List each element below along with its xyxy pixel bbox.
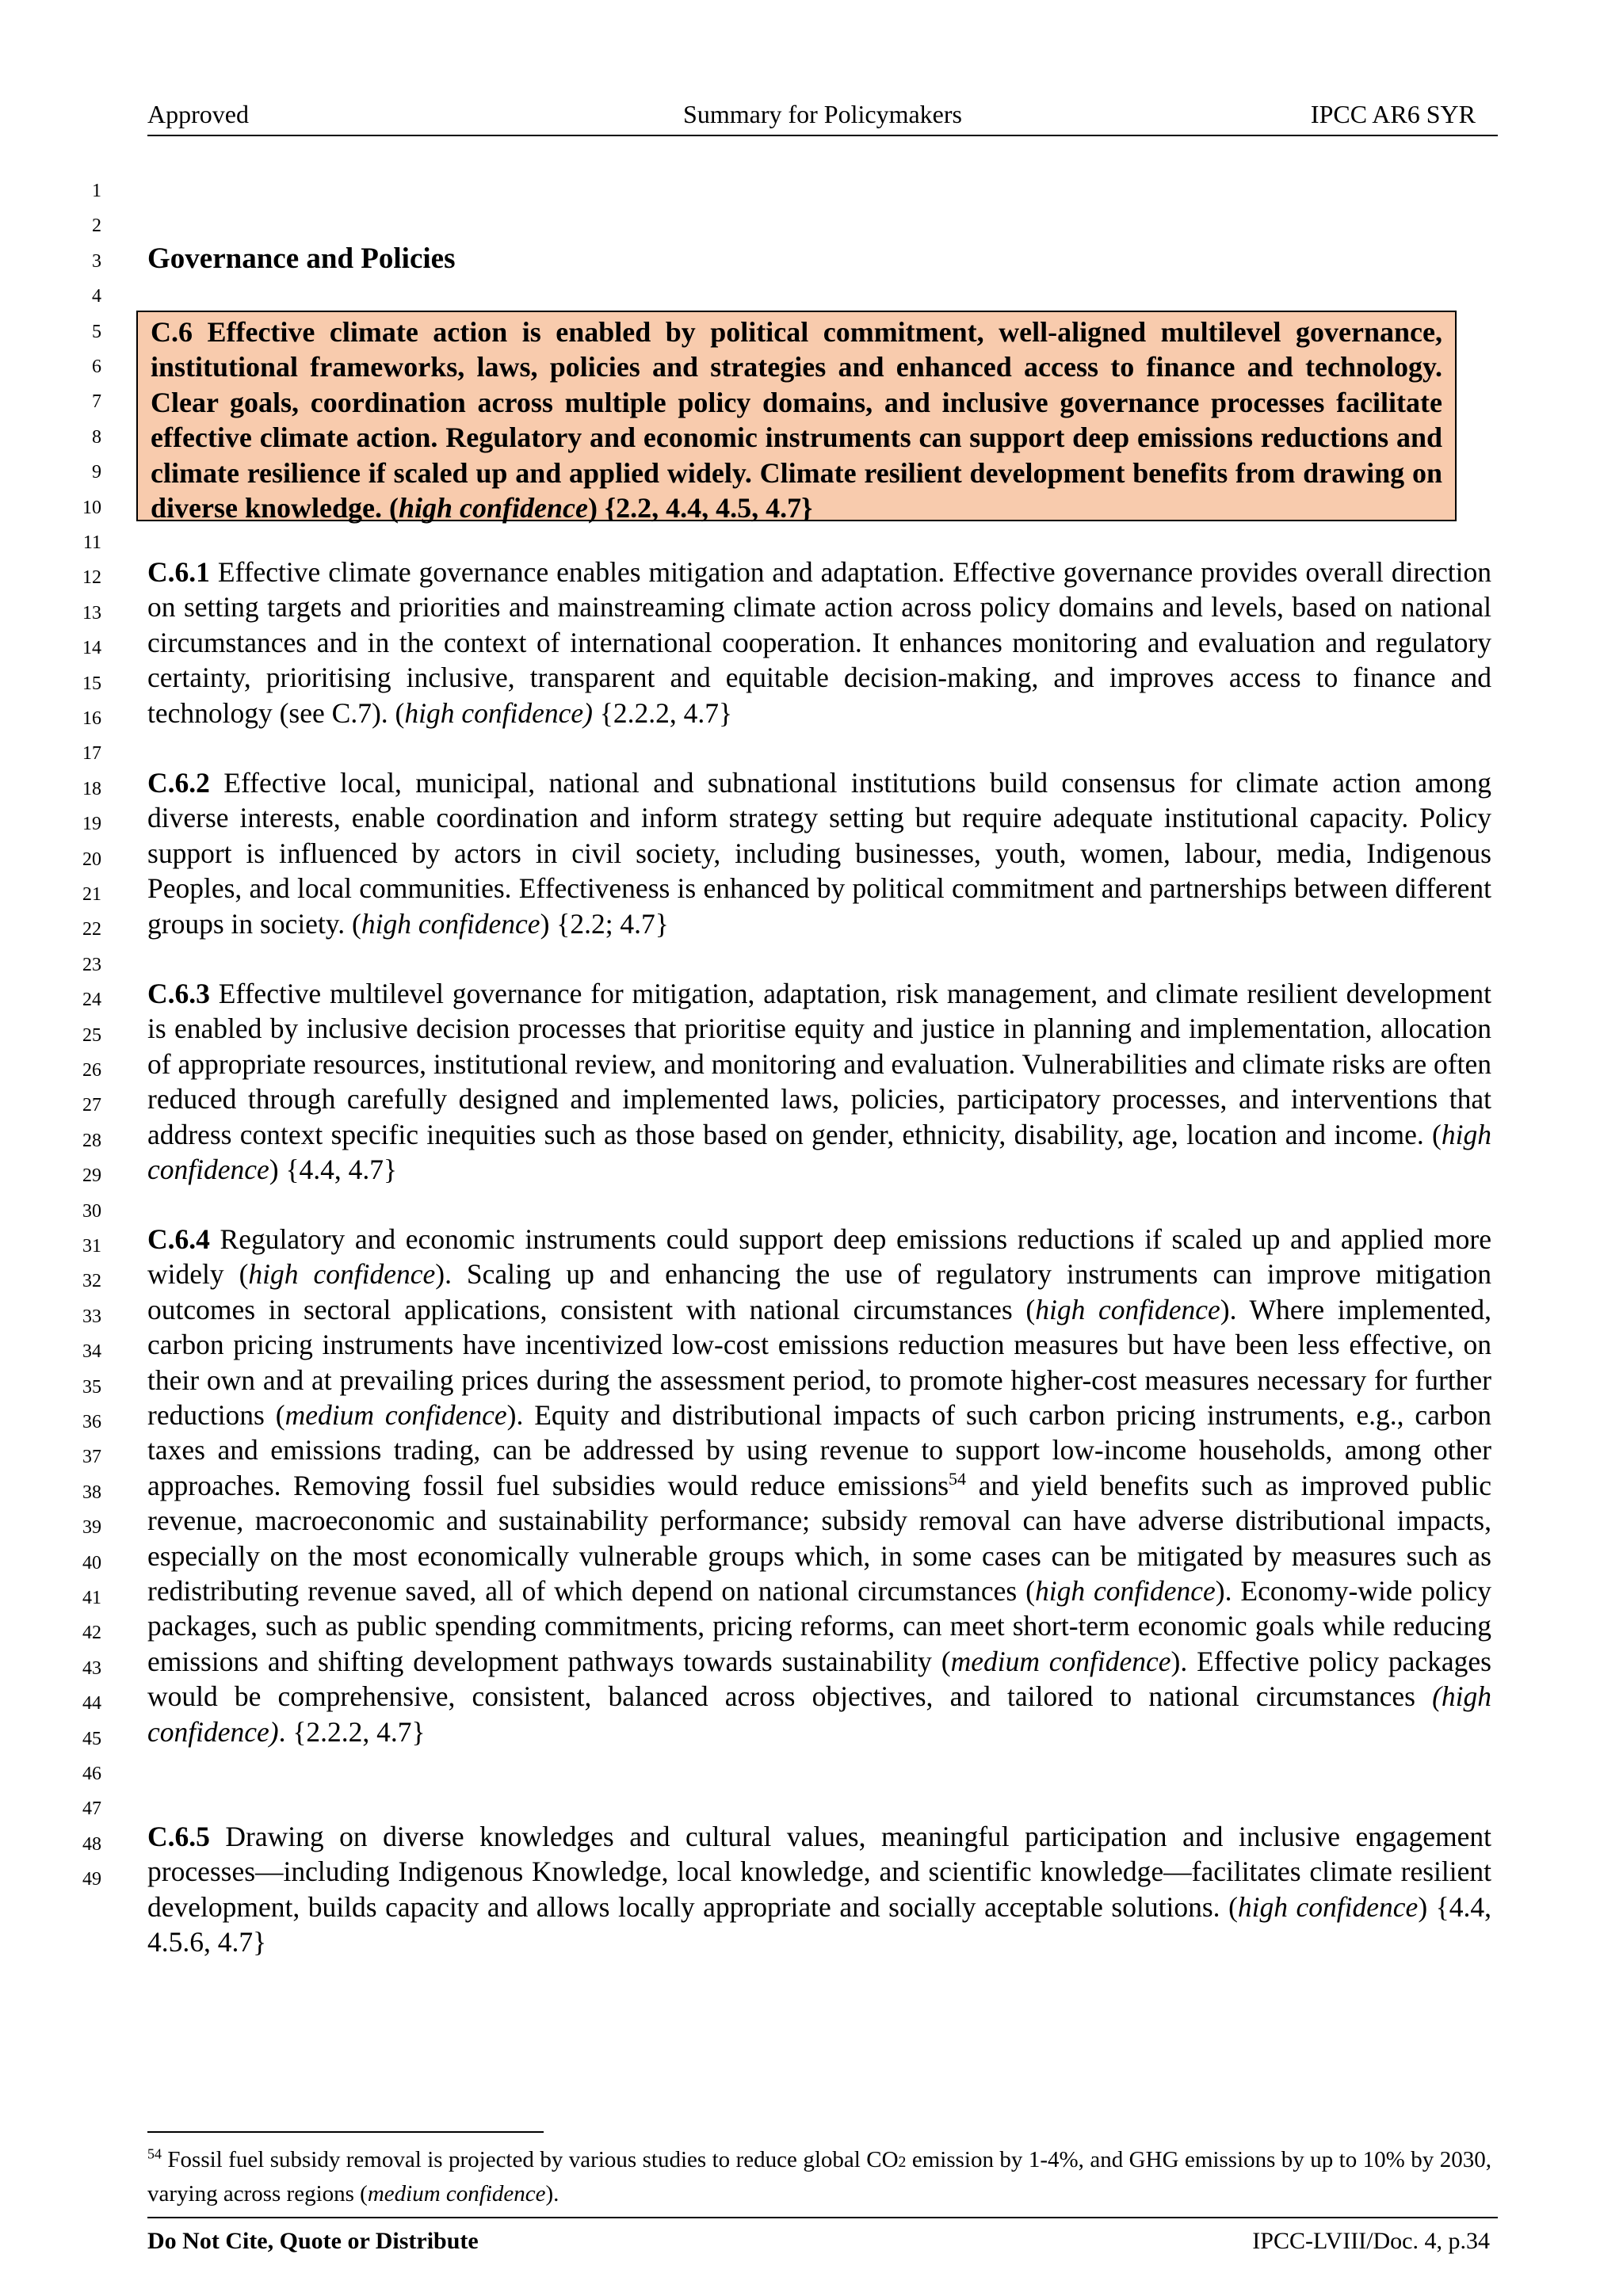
line-number: 43 (82, 1657, 101, 1679)
paragraph-c63: C.6.3 Effective multilevel governance for mitigation, adaptation, risk management, and climate resilient development is enabled by inclusive decision processes that prioritise equity and justice in planning and implementation, allocation of appropriate resources, institutional review, and monitoring and evaluation. Vulnerabilities and climate risks are often reduced through carefully designed and implemented laws, policies, participatory processes, and interventions that address context specific inequities such as those based on gender, ethnicity, disability, age, location and income. (high confidence) {4.4, 4.7} (147, 978, 1491, 1186)
paragraph-id: C.6.3 (147, 978, 210, 1009)
line-number: 32 (82, 1271, 101, 1292)
line-number: 45 (82, 1728, 101, 1749)
line-number: 37 (82, 1447, 101, 1468)
header-report: IPCC AR6 SYR (1310, 100, 1476, 128)
line-number: 5 (92, 321, 101, 342)
page-footer (147, 2217, 1498, 2254)
line-number: 9 (92, 462, 101, 483)
line-number: 6 (92, 357, 101, 377)
line-number: 29 (82, 1165, 101, 1187)
section-heading: Governance and Policies (147, 242, 456, 275)
line-number: 1 (92, 181, 101, 201)
page-header (147, 100, 1498, 136)
line-number: 26 (82, 1060, 101, 1081)
line-number: 46 (82, 1764, 101, 1784)
line-number: 34 (82, 1341, 101, 1363)
paragraph-c64: C.6.4 Regulatory and economic instruments could support deep emissions reductions if scaled up and applied more widely (high confidence). Scaling up and enhancing the use of regulatory instruments can improve mitigation outcomes in sectoral applications, consistent with national circumstances (high confidence). Where implemented, carbon pricing instruments have incentivized low-cost emissions reduction measures but have been less effective, on their own and at prevailing prices during the assessment period, to promote higher-cost measures necessary for further reductions (medium confidence). Equity and distributional impacts of such carbon pricing instruments, e.g., carbon taxes and emissions trading, can be addressed by using revenue to support low-income households, among other approaches. Removing fossil fuel subsidies would reduce emissions$^{54}$ and yield benefits such as improved public revenue, macroeconomic and sustainability performance; subsidy removal can have adverse distributional impacts, especially on the most economically vulnerable groups which, in some cases can be mitigated by measures such as redistributing revenue saved, all of which depend on national circumstances (high confidence). Economy-wide policy packages, such as public spending commitments, pricing reforms, can meet short-term economic goals while reducing emissions and shifting development pathways towards sustainability (medium confidence). Effective policy packages would be comprehensive, consistent, balanced across objectives, and tailored to national circumstances (high confidence). {2.2.2, 4.7} (147, 1223, 1492, 1748)
line-number: 49 (82, 1869, 101, 1890)
line-number: 48 (82, 1833, 101, 1855)
footnote-divider (147, 2131, 544, 2133)
paragraph-c65: C.6.5 Drawing on diverse knowledges and cultural values, meaningful participation and inclusive engagement processes—including Indigenous Knowledge, local knowledge, and scientific knowledge—facilitates climate resilient development, builds capacity and allows locally appropriate and socially acceptable solutions. (high confidence) {4.4, 4.5.6, 4.7} (147, 1821, 1491, 1958)
line-number: 20 (82, 849, 101, 870)
footnote-54: $^{54}$ Fossil fuel subsidy removal is projected by various studies to reduce global CO2 emission by 1-4%, and GHG emissions by up to 10% by 2030, varying across regions (medium confidence). (147, 2145, 1491, 2206)
line-number: 25 (82, 1024, 101, 1046)
line-number: 39 (82, 1517, 101, 1539)
line-number: 38 (82, 1482, 101, 1503)
footnote-ref[interactable]: 54 (949, 1469, 967, 1489)
line-number: 12 (82, 567, 101, 589)
line-number: 24 (82, 990, 101, 1011)
line-number: 11 (82, 532, 101, 553)
footer-notice: Do Not Cite, Quote or Distribute (147, 2228, 479, 2254)
footer-doc-ref: IPCC-LVIII/Doc. 4, p.34 (1252, 2228, 1490, 2254)
line-number: 4 (92, 286, 101, 307)
line-number: 31 (82, 1236, 101, 1257)
line-number: 22 (82, 919, 101, 940)
line-number: 2 (92, 215, 101, 237)
line-number: 7 (92, 391, 101, 413)
line-number: 17 (82, 743, 101, 765)
line-number: 23 (82, 954, 101, 975)
paragraph-id: C.6.2 (147, 767, 210, 799)
line-number: 10 (82, 497, 101, 518)
headline-statement: C.6 Effective climate action is enabled by political commitment, well-aligned multilevel governance, institutional frameworks, laws, policies and strategies and enhanced access to finance and technology. Clear goals, coordination across multiple policy domains, and inclusive governance processes facilitate effective climate action. Regulatory and economic instruments can support deep emissions reductions and climate resilience if scaled up and applied widely. Climate resilient development benefits from drawing on diverse knowledge. (high confidence) {2.2, 4.4, 4.5, 4.7} (151, 316, 1442, 524)
paragraph-id: C.6.1 (147, 556, 210, 588)
line-number: 41 (82, 1588, 101, 1608)
line-number: 15 (82, 673, 101, 694)
header-status: Approved (147, 100, 249, 128)
headline-statement-box (136, 311, 1457, 524)
line-number: 18 (82, 778, 101, 799)
line-number: 14 (82, 638, 101, 659)
line-number: 8 (92, 426, 101, 448)
line-number: 30 (82, 1200, 101, 1222)
header-title: Summary for Policymakers (683, 100, 962, 128)
line-number: 27 (82, 1095, 101, 1116)
line-number: 35 (82, 1376, 101, 1398)
line-number: 33 (82, 1306, 101, 1327)
line-number: 47 (82, 1798, 101, 1820)
line-number: 19 (82, 814, 101, 835)
line-number: 40 (82, 1552, 101, 1573)
line-number: 3 (92, 250, 101, 272)
line-number: 42 (82, 1623, 101, 1644)
line-number: 28 (82, 1130, 101, 1151)
paragraph-c61: C.6.1 Effective climate governance enables mitigation and adaptation. Effective governance provides overall direction on setting targets and priorities and mainstreaming climate action across policy domains and levels, based on national circumstances and in the context of international cooperation. It enhances monitoring and evaluation and regulatory certainty, prioritising inclusive, transparent and equitable decision-making, and improves access to finance and technology (see C.7). (high confidence) {2.2.2, 4.7} (147, 556, 1491, 729)
line-number: 16 (82, 708, 101, 729)
line-number: 36 (82, 1412, 101, 1432)
paragraph-id: C.6.4 (147, 1223, 210, 1255)
paragraph-c62: C.6.2 Effective local, municipal, national and subnational institutions build consensus for climate action among diverse interests, enable coordination and inform strategy setting but require adequate institutional capacity. Policy support is influenced by actors in civil society, including businesses, youth, women, labour, media, Indigenous Peoples, and local communities. Effectiveness is enhanced by political commitment and partnerships between different groups in society. (high confidence) {2.2; 4.7} (147, 767, 1491, 940)
line-number: 44 (82, 1693, 101, 1714)
line-number: 13 (82, 602, 101, 624)
line-number: 21 (82, 884, 101, 905)
paragraph-id: C.6.5 (147, 1821, 210, 1852)
